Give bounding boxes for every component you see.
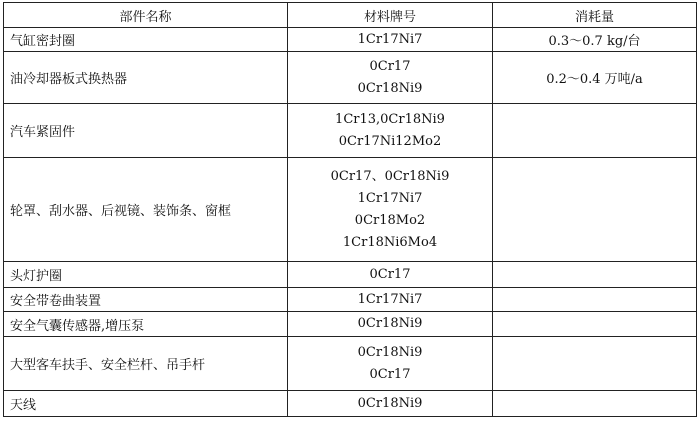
table-row	[4, 52, 697, 104]
table-row	[4, 158, 697, 262]
material-line: 0Cr18Ni9	[357, 80, 423, 96]
consumption-cell: 0.3～0.7 kg/台	[493, 28, 697, 52]
materials-table	[3, 2, 697, 417]
table-row	[4, 391, 697, 417]
consumption-cell	[493, 104, 697, 158]
part-cell: 轮罩、刮水器、后视镜、装饰条、窗框	[4, 158, 288, 262]
material-line: 1Cr17Ni7	[357, 291, 423, 307]
material-line: 0Cr18Ni9	[357, 395, 423, 411]
material-line: 0Cr17	[369, 58, 411, 74]
material-line: 0Cr18Mo2	[354, 212, 426, 228]
material-cell	[288, 52, 493, 104]
material-cell	[288, 391, 493, 417]
part-cell: 头灯护圈	[4, 262, 288, 288]
material-line: 0Cr18Ni9	[357, 344, 423, 360]
header-material: 材料牌号	[288, 3, 493, 28]
material-cell	[288, 28, 493, 52]
table-row	[4, 104, 697, 158]
part-cell: 大型客车扶手、安全栏杆、吊手杆	[4, 337, 288, 391]
material-line: 1Cr17Ni7	[357, 190, 423, 206]
material-line: 0Cr17Ni12Mo2	[338, 133, 442, 149]
header-part: 部件名称	[4, 3, 288, 28]
part-cell: 气缸密封圈	[4, 28, 288, 52]
material-line: 0Cr17	[369, 366, 411, 382]
material-cell	[288, 288, 493, 312]
material-line: 1Cr17Ni7	[357, 31, 423, 47]
consumption-cell	[493, 391, 697, 417]
part-cell: 油冷却器板式换热器	[4, 52, 288, 104]
part-cell: 汽车紧固件	[4, 104, 288, 158]
material-cell	[288, 158, 493, 262]
part-cell: 天线	[4, 391, 288, 417]
table-row	[4, 288, 697, 312]
consumption-cell	[493, 312, 697, 337]
part-cell: 安全带卷曲装置	[4, 288, 288, 312]
material-cell	[288, 104, 493, 158]
material-line: 0Cr18Ni9	[357, 316, 423, 331]
material-line: 1Cr13,0Cr18Ni9	[335, 111, 445, 127]
header-row	[4, 3, 697, 28]
table-row	[4, 312, 697, 337]
consumption-cell	[493, 337, 697, 391]
material-line: 0Cr17	[369, 266, 411, 282]
material-cell	[288, 262, 493, 288]
material-line: 0Cr17、0Cr18Ni9	[330, 168, 450, 184]
material-cell	[288, 312, 493, 337]
table-row	[4, 337, 697, 391]
material-line: 1Cr18Ni6Mo4	[342, 234, 438, 250]
consumption-cell	[493, 288, 697, 312]
consumption-cell	[493, 158, 697, 262]
header-consumption: 消耗量	[493, 3, 697, 28]
part-cell: 安全气囊传感器,增压泵	[4, 312, 288, 337]
consumption-cell	[493, 262, 697, 288]
table-row	[4, 262, 697, 288]
table-row	[4, 28, 697, 52]
consumption-cell: 0.2～0.4 万吨/a	[493, 52, 697, 104]
material-cell	[288, 337, 493, 391]
